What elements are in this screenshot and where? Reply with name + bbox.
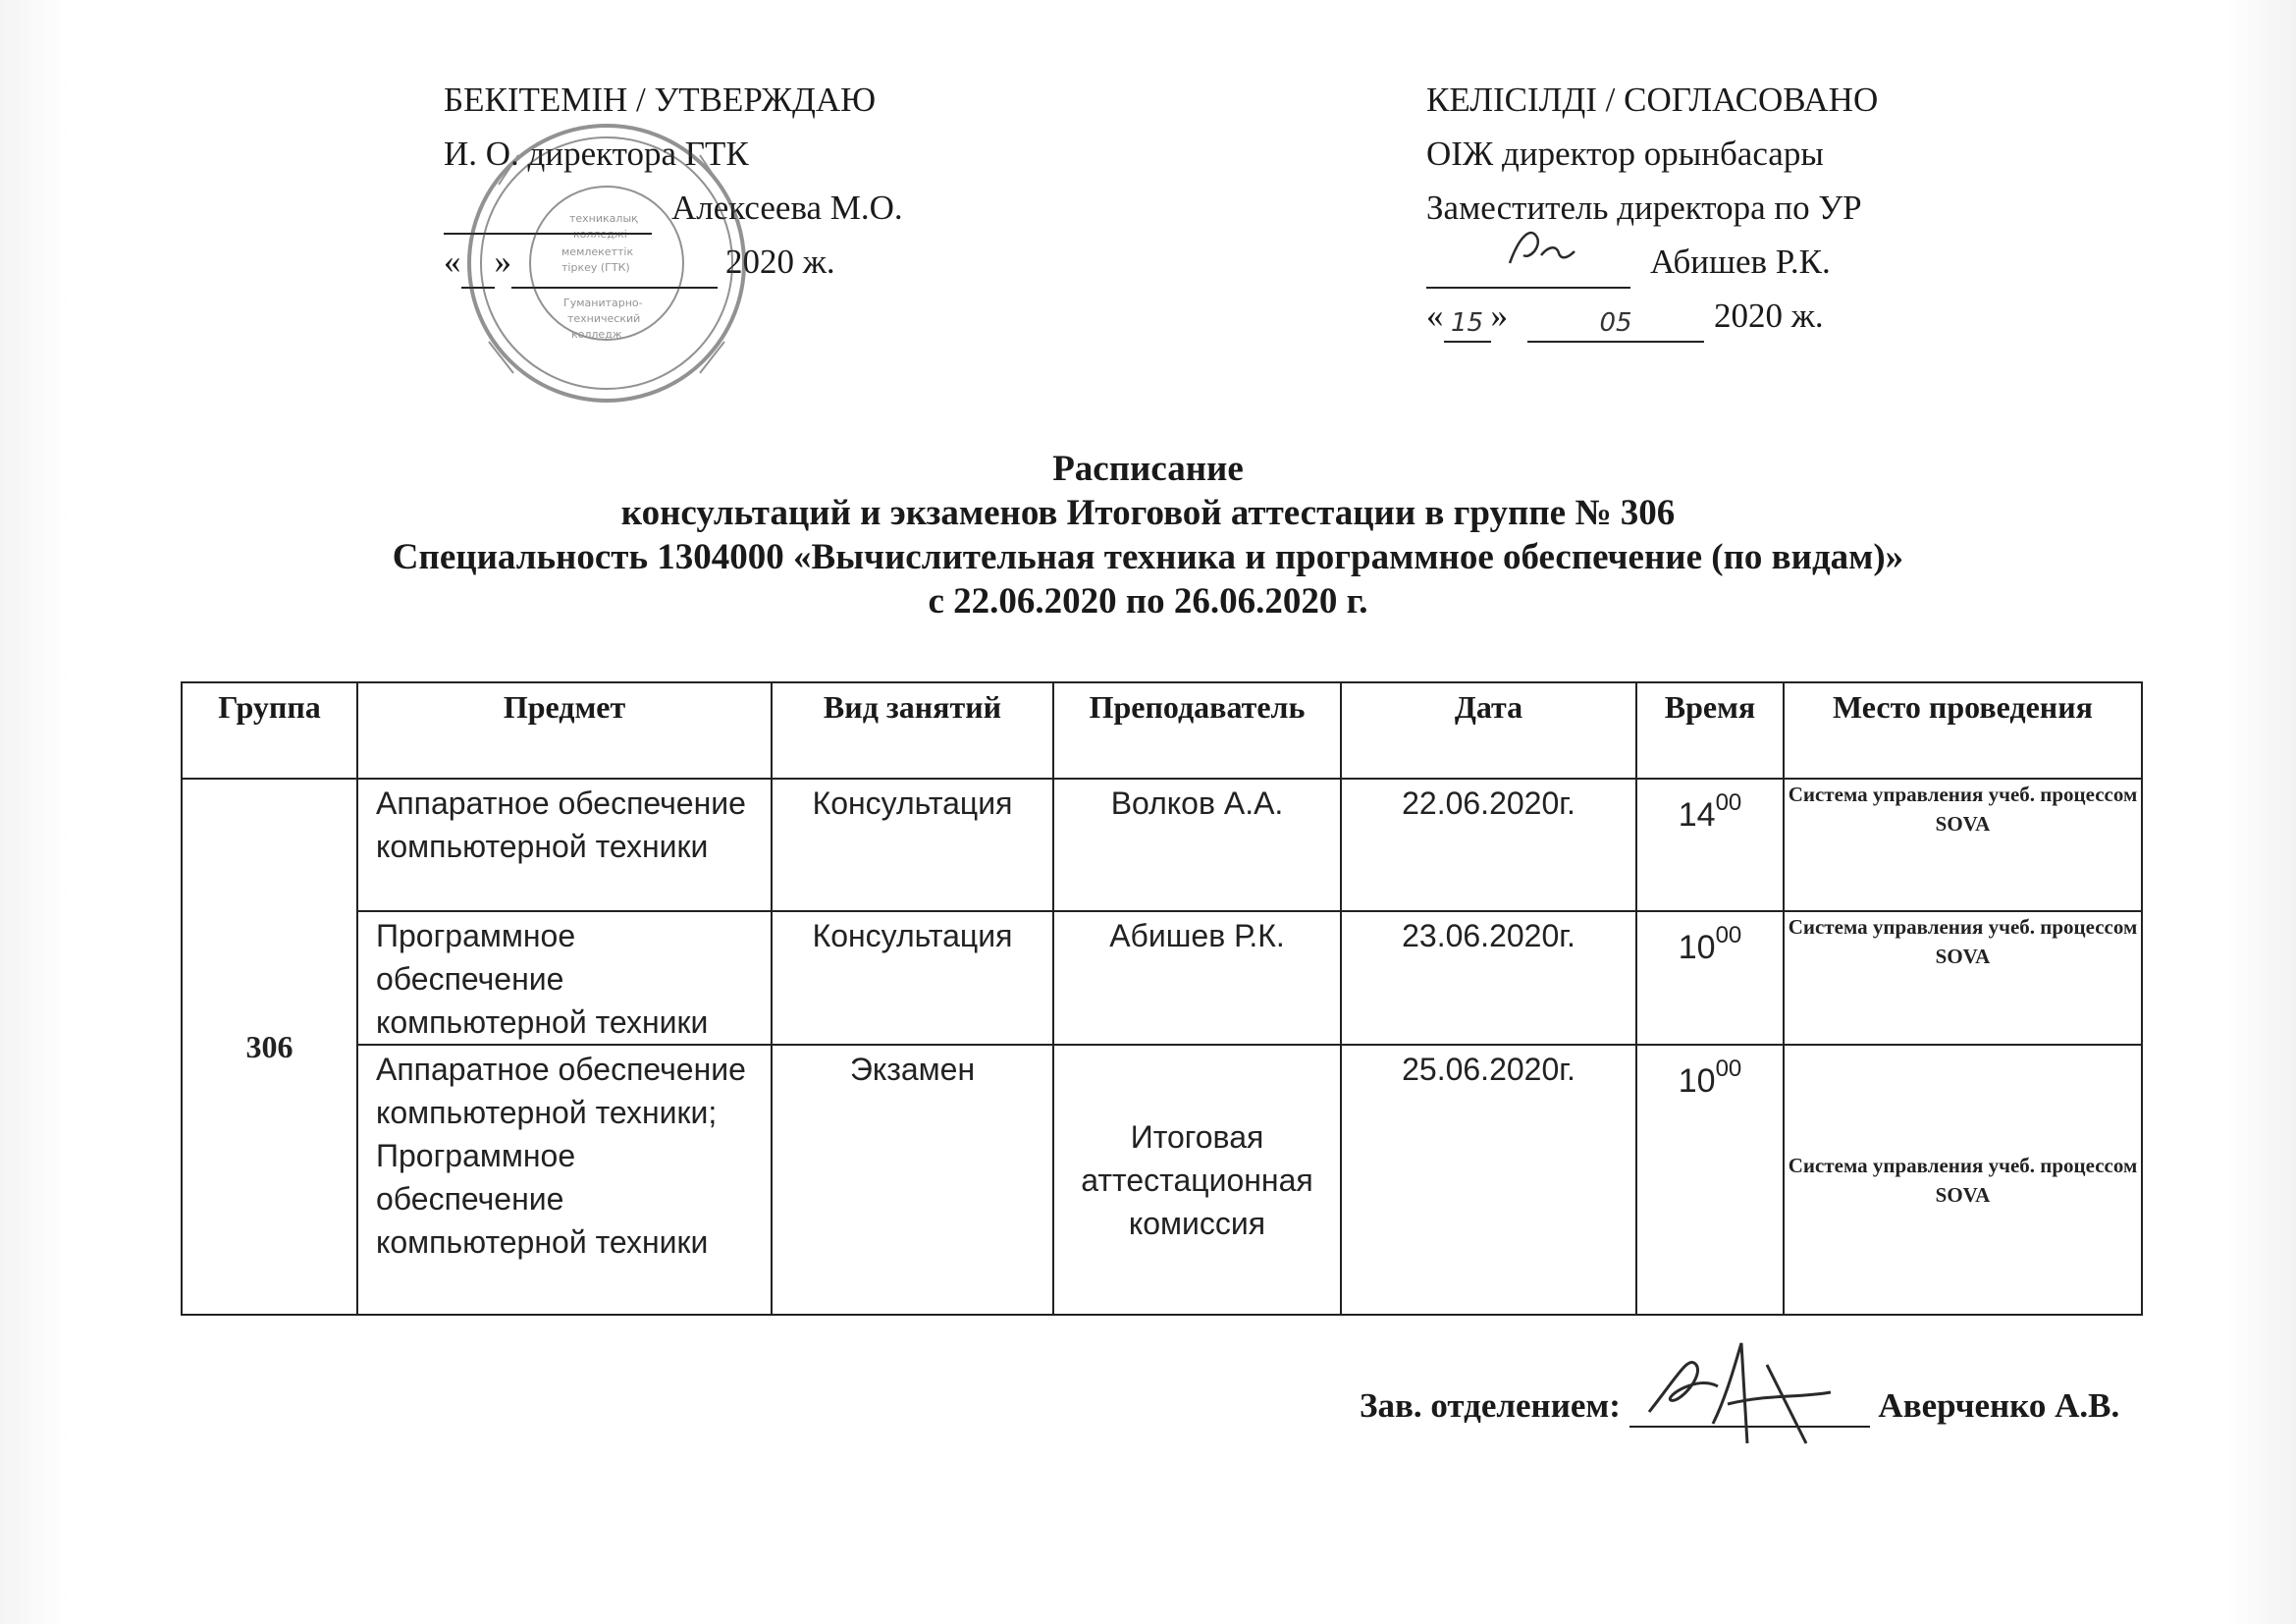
place-cell: Система управления учеб. процессом SOVA <box>1784 911 2142 1045</box>
approve-left-date-line: « » 2020 ж. <box>444 235 903 289</box>
type-cell: Консультация <box>772 911 1053 1045</box>
svg-text:техникалық: техникалық <box>569 212 638 225</box>
header-group: Группа <box>182 682 357 779</box>
svg-text:колледжі: колледжі <box>573 228 627 241</box>
subject-cell: Аппаратное обеспечение компьютерной техники <box>357 779 772 911</box>
svg-text:тіркеу (ГТК): тіркеу (ГТК) <box>561 261 630 274</box>
footer-label: Зав. отделением: <box>1360 1386 1621 1425</box>
place-cell: Система управления учеб. процессом SOVA <box>1784 1045 2142 1315</box>
signature-icon <box>1620 1335 1875 1453</box>
signature-mark-icon <box>1502 216 1590 275</box>
official-stamp-icon <box>459 116 754 410</box>
time-cell: $14^{00}$ <box>1636 779 1784 911</box>
schedule-title <box>0 447 2296 623</box>
table-row <box>182 1045 2142 1315</box>
type-cell: Консультация <box>772 779 1053 911</box>
approve-right-name: Абишев Р.К. <box>1650 243 1831 281</box>
title-line-1: Расписание <box>1052 449 1244 489</box>
time-cell: $10^{00}$ <box>1636 911 1784 1045</box>
header-teacher: Преподаватель <box>1053 682 1341 779</box>
time-cell: $10^{00}$ <box>1636 1045 1784 1315</box>
teacher-cell: Волков А.А. <box>1053 779 1341 911</box>
schedule-table <box>181 681 2143 1316</box>
approve-right-signature-line <box>1426 235 1878 289</box>
approve-left-heading: БЕКІТЕМІН / УТВЕРЖДАЮ <box>444 81 877 119</box>
title-line-3: Специальность 1304000 «Вычислительная техника и программное обеспечение (по видам)» <box>392 537 1904 577</box>
table-row <box>182 911 2142 1045</box>
approve-right-heading: КЕЛІСІЛДІ / СОГЛАСОВАНО <box>1426 81 1879 119</box>
teacher-cell: Итоговая аттестационная комиссия <box>1053 1045 1341 1315</box>
approve-right-position-ru: Заместитель директора по УР <box>1426 189 1862 227</box>
title-line-4: с 22.06.2020 по 26.06.2020 г. <box>928 581 1368 622</box>
header-time: Время <box>1636 682 1784 779</box>
subject-cell: Программное обеспечение компьютерной техники <box>357 911 772 1045</box>
approve-right-date-line: « 15 » 05 2020 ж. <box>1426 289 1878 343</box>
subject-cell: Аппаратное обеспечение компьютерной техники; Программное обеспечение компьютерной техники <box>357 1045 772 1315</box>
approve-right-position-kz: ОІЖ директор орынбасары <box>1426 135 1824 173</box>
approve-left-position: И. О. директора ГТК <box>444 135 749 173</box>
footer-name: Аверченко А.В. <box>1878 1386 2120 1425</box>
svg-text:мемлекеттік: мемлекеттік <box>561 245 634 258</box>
svg-text:колледж: колледж <box>571 328 622 341</box>
header-date: Дата <box>1341 682 1636 779</box>
table-header-row <box>182 682 2142 779</box>
header-lesson-type: Вид занятий <box>772 682 1053 779</box>
type-cell: Экзамен <box>772 1045 1053 1315</box>
approve-left-name: Алексеева М.О. <box>671 189 903 227</box>
svg-text:Гуманитарно-: Гуманитарно- <box>563 297 643 309</box>
date-cell: 25.06.2020г. <box>1341 1045 1636 1315</box>
header-subject: Предмет <box>357 682 772 779</box>
group-cell: 306 <box>182 779 357 1315</box>
approve-left-year: 2020 ж. <box>725 243 835 281</box>
approval-block-right <box>1426 73 1878 343</box>
header-place: Место проведения <box>1784 682 2142 779</box>
date-cell: 23.06.2020г. <box>1341 911 1636 1045</box>
title-line-2: консультаций и экзаменов Итоговой аттестации в группе № 306 <box>620 493 1676 533</box>
date-cell: 22.06.2020г. <box>1341 779 1636 911</box>
approve-right-day: 15 <box>1444 305 1491 343</box>
approve-right-year: 2020 ж. <box>1714 297 1824 335</box>
svg-text:технический: технический <box>567 312 641 325</box>
place-cell: Система управления учеб. процессом SOVA <box>1784 779 2142 911</box>
teacher-cell: Абишев Р.К. <box>1053 911 1341 1045</box>
approve-right-month: 05 <box>1527 305 1704 343</box>
table-row <box>182 779 2142 911</box>
